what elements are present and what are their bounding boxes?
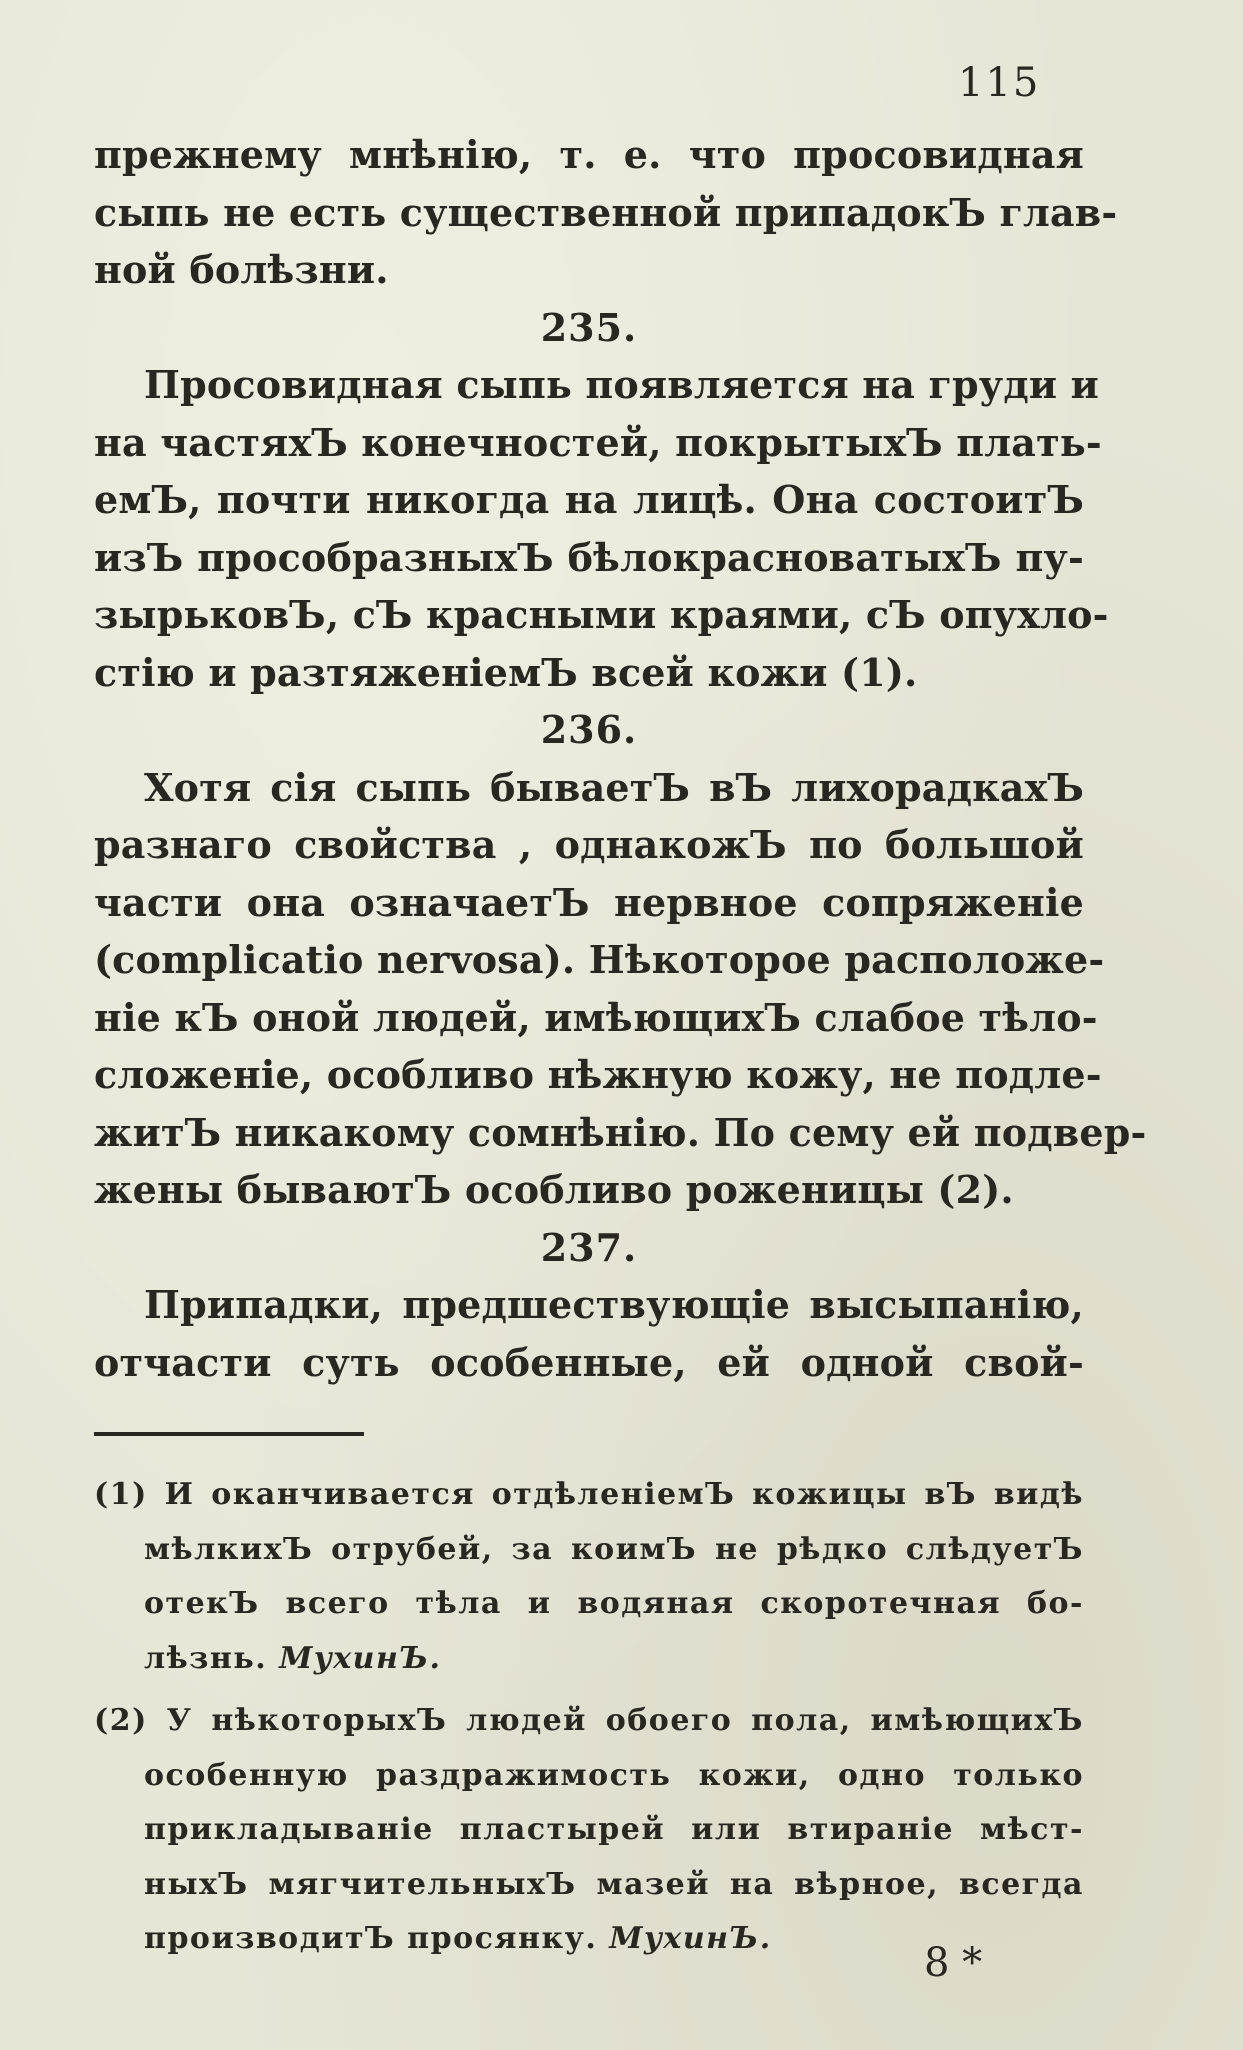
footnote-divider xyxy=(94,1432,364,1436)
text-line: Хотя сія сыпь бываетЪ вЪ лихорадкахЪ xyxy=(144,764,1084,810)
footnote-line: отекЪ всего тѣла и водяная скоротечная бо- xyxy=(144,1586,1084,1621)
text-line: ной болѣзни. xyxy=(94,247,389,292)
footnote-line: (1) И оканчивается отдѣленіемЪ кожицы вЪ видѣ xyxy=(94,1477,1084,1512)
footnote-text: лѣзнь. xyxy=(144,1640,268,1676)
footnote-line: прикладываніе пластырей или втираніе мѣст- xyxy=(144,1812,1084,1847)
text-line: сложеніе, особливо нѣжную кожу, не подле- xyxy=(94,1052,1102,1097)
text-line: на частяхЪ конечностей, покрытыхЪ плать- xyxy=(94,419,1102,465)
footnote-author: МухинЪ. xyxy=(279,1640,442,1676)
text-line: Просовидная сыпь появляется на груди и xyxy=(144,362,1100,407)
text-line: житЪ никакому сомнѣнію. По сему ей подвер- xyxy=(94,1109,1147,1155)
footnote-author: МухинЪ. xyxy=(609,1921,772,1956)
footnote-line: (2) У нѣкоторыхЪ людей обоего пола, имѣющихЪ xyxy=(94,1703,1084,1738)
text-line: зырьковЪ, сЪ красными краями, сЪ опухло- xyxy=(94,592,1109,637)
main-text xyxy=(94,126,1147,1391)
text-line: жены бываютЪ особливо роженицы (2). xyxy=(94,1167,1014,1212)
footnote-line: ныхЪ мягчительныхЪ мазей на вѣрное, всегда xyxy=(144,1866,1084,1902)
text-line: емЪ, почти никогда на лицѣ. Она состоитЪ xyxy=(94,477,1084,522)
text-line: (complicatio nervosa). Нѣкоторое расположе- xyxy=(94,937,1105,982)
text-line: отчасти суть особенные, ей одной свой- xyxy=(94,1339,1084,1385)
footnote-line: особенную раздражимость кожи, одно только xyxy=(144,1757,1084,1793)
footnote-line xyxy=(94,1632,1084,1687)
text-line: части она означаетЪ нервное сопряженіе xyxy=(94,879,1084,925)
section-number: 235. xyxy=(540,304,638,350)
text-line: изЪ прособразныхЪ бѣлокрасноватыхЪ пу- xyxy=(94,534,1084,580)
footnote-line: мѣлкихЪ отрубей, за коимЪ не рѣдко слѣдуетЪ xyxy=(144,1531,1084,1567)
section-number: 236. xyxy=(540,707,638,752)
footnotes xyxy=(94,1468,1084,1967)
section-number: 237. xyxy=(540,1224,638,1270)
page-number: 115 xyxy=(958,60,1041,106)
text-line: ніе кЪ оной людей, имѣющихЪ слабое тѣло- xyxy=(94,994,1098,1040)
text-line: прежнему мнѣнію, т. е. что просовидная xyxy=(94,132,1084,177)
text-line: Припадки, предшествующіе высыпанію, xyxy=(144,1282,1084,1327)
text-line: стію и разтяженіемЪ всей кожи (1). xyxy=(94,649,918,695)
signature-mark: 8 * xyxy=(924,1940,983,1986)
text-line: сыпь не есть существенной припадокЪ глав- xyxy=(94,189,1118,235)
footnote-text: производитЪ просянку. xyxy=(144,1921,598,1956)
text-line: разнаго свойства , однакожЪ по большой xyxy=(94,822,1084,867)
footnote-gap xyxy=(94,1686,1084,1694)
